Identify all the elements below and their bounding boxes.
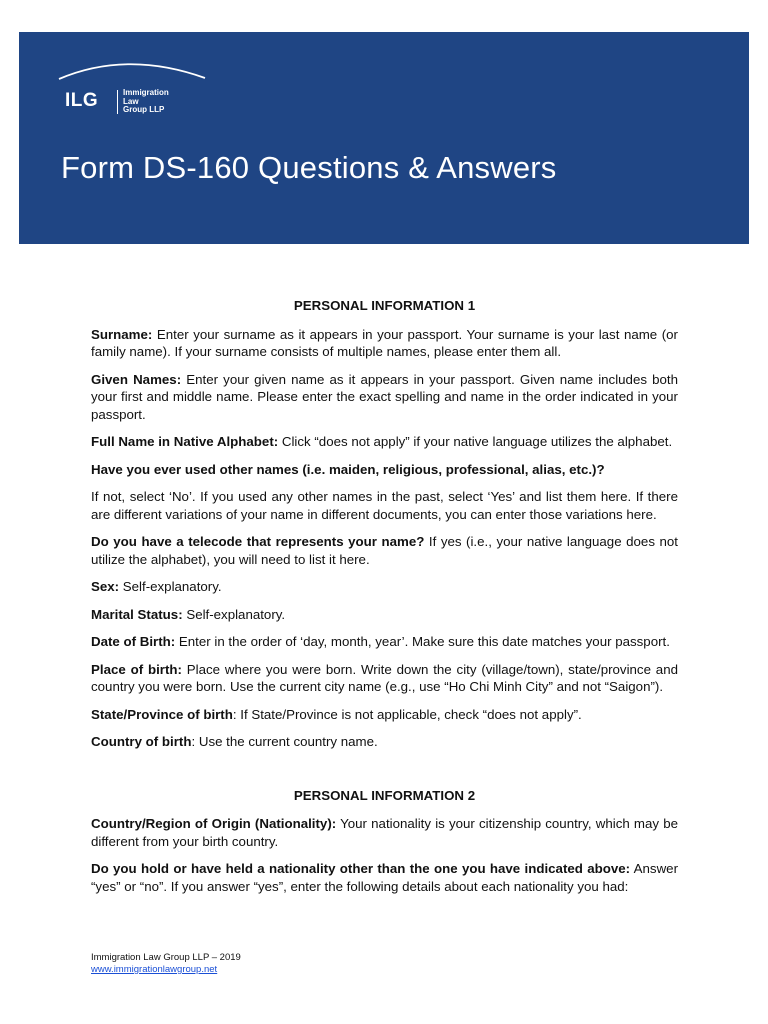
qa-paragraph (91, 371, 678, 424)
qa-paragraph (91, 433, 678, 451)
logo-firm-line: Law (123, 96, 139, 106)
field-label: Surname: (91, 326, 153, 342)
logo-abbreviation: ILG (65, 90, 99, 111)
field-description: Place where you were born. Write down the city (village/town), state/province and country you were born. Use the current city name (e.g., use “Ho Chi Minh City” and not “Saigon”). (91, 661, 678, 694)
document-body (91, 297, 678, 905)
field-label: Do you hold or have held a nationality other than the one you have indicated above: (91, 861, 631, 876)
logo-firm-line: Immigration (123, 88, 169, 97)
field-label: Have you ever used other names (i.e. maiden, religious, professional, alias, etc.)? (91, 461, 605, 477)
footer (91, 952, 241, 976)
field-label: Given Names: (91, 371, 182, 387)
field-label: Full Name in Native Alphabet: (91, 434, 279, 449)
qa-paragraph (91, 860, 678, 895)
section-heading: PERSONAL INFORMATION 1 (293, 298, 476, 313)
header-banner (19, 32, 749, 244)
qa-paragraph (91, 606, 678, 624)
field-description: Enter your given name as it appears in your passport. Given name includes both your first and middle name. Please enter the exact spelling and name in the order indicated in your passport. (91, 371, 678, 422)
field-description: Enter your surname as it appears in your passport. Your surname is your last name (or family name). If your surname consists of multiple names, please enter them all. (91, 326, 678, 359)
logo-firm-name (123, 89, 203, 115)
field-description: Click “does not apply” if your native language utilizes the alphabet. (278, 434, 673, 449)
qa-paragraph (91, 488, 678, 523)
footer-copyright: Immigration Law Group LLP – 2019 (91, 952, 241, 963)
field-description: : Use the current country name. (191, 734, 378, 749)
field-description: Self-explanatory. (182, 606, 286, 622)
field-description: Enter in the order of ‘day, month, year’. Make sure this date matches your passport. (175, 634, 670, 649)
section-gap (91, 761, 678, 787)
logo-divider (117, 90, 118, 114)
footer-website-link[interactable]: www.immigrationlawgroup.net (91, 964, 218, 975)
field-label: State/Province of birth (91, 706, 233, 722)
qa-paragraph (91, 633, 678, 651)
field-label: Date of Birth: (91, 634, 176, 649)
page-title: Form DS-160 Questions & Answers (61, 150, 557, 185)
field-description: Answer “yes” or “no”. If you answer “yes”, enter the following details about each nationality you had: (91, 861, 678, 894)
field-label: Sex: (91, 579, 120, 594)
field-label: Marital Status: (91, 606, 183, 622)
field-description: If yes (i.e., your native language does not utilize the alphabet), you will need to list it here. (91, 534, 678, 567)
field-description: Your nationality is your citizenship country, which may be different from your birth country. (91, 816, 678, 849)
field-description: If not, select ‘No’. If you used any other names in the past, select ‘Yes’ and list them here. If there are different variations of your name in different documents, you can enter those variations here. (91, 489, 678, 522)
section-heading: PERSONAL INFORMATION 2 (293, 787, 476, 803)
sections-container (91, 297, 678, 895)
field-description: : If State/Province is not applicable, check “does not apply”. (232, 706, 582, 722)
qa-paragraph (91, 461, 678, 479)
company-logo[interactable] (57, 58, 207, 118)
field-label: Country of birth (91, 734, 192, 749)
field-label: Do you have a telecode that represents your name? (91, 534, 425, 549)
qa-paragraph (91, 326, 678, 361)
qa-paragraph (91, 733, 678, 751)
qa-paragraph (91, 706, 678, 724)
logo-firm-line: Group LLP (123, 105, 165, 114)
logo-arc-icon (57, 58, 207, 92)
qa-paragraph (91, 533, 678, 568)
qa-paragraph (91, 578, 678, 596)
field-label: Country/Region of Origin (Nationality): (91, 816, 337, 831)
field-description: Self-explanatory. (119, 579, 222, 594)
field-label: Place of birth: (91, 661, 182, 677)
qa-paragraph (91, 661, 678, 696)
qa-paragraph (91, 815, 678, 850)
